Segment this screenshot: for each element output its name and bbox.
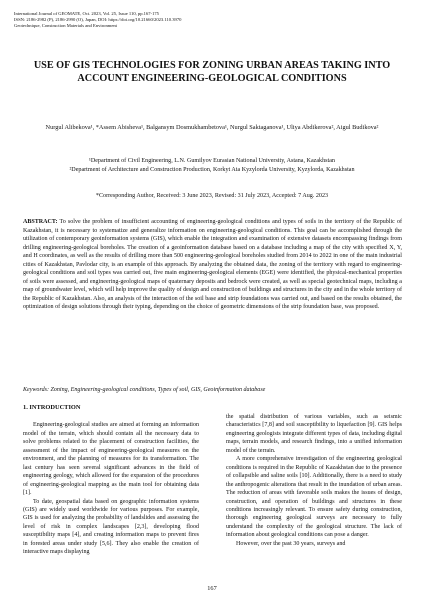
author-list: Nurgul Alibekova¹, *Assem Abisheva¹, Balgansym Dosmukhambetova¹, Nurgul Saktaganova¹, Uliya Abdikerova², Aigul Budikova²	[45, 124, 379, 131]
abstract-text: To solve the problem of insufficient accounting of engineering-geological conditions and types of soils in the territory of the Republic of Kazakhstan, it is necessary to systematize and generalize information on engineering-geological conditions. This goal can be accomplished through the utilization of contemporary geoinformation systems (GIS), which enable the integration and examination of extensive datasets encompassing findings from drilling engineering-geological boreholes. The creation of a geoinformation database based on a database including a map of the city with specified X, Y, and H coordinates, as well as the results of drilling more than 500 engineering-geological boreholes studied from 2014 to 2022 in one of the main industrial cities of Kazakhstan, Pavlodar city, is an example of this approach. By analyzing the obtained data, the zoning of the territory with regard to engineering-geological conditions and soil types was carried out, five main engineering-geological elements (EGE) were identified, the physical-mechanical properties of soils were assessed, and engineering-geological maps of quaternary deposits and bedrock were created, as well as special geotechnical maps, including a map of groundwater level, which will help improve the quality of design and construction of buildings and structures in the city and in the whole territory of the Republic of Kazakhstan. Also, an analysis of the interaction of the soil base and strip foundations was carried out, and based on the results obtained, the optimization of design solutions through their typing, depending on the choice of geometric dimensions of the strip foundation base, was proposed.	[23, 219, 402, 311]
journal-citation: International Journal of GEOMATE, Oct. 2023, Vol. 25, Issue 110, pp.167-175	[14, 11, 159, 16]
journal-section: Geotechnique, Construction Materials and Environment	[14, 22, 117, 28]
correspondence-dates: *Corresponding Author, Received: 3 June 2023, Revised: 31 July 2023, Accepted: 7 Aug. 2023	[95, 193, 329, 199]
body-paragraph: the spatial distribution of various variables, such as seismic characteristics [7,8] and soil susceptibility to liquefaction [9]. GIS helps engineering geologists integrate different types of data, including digital maps, terrain models, and research findings, into a unified information model of the terrain.	[226, 414, 402, 454]
page-number: 167	[207, 585, 217, 592]
section-heading-introduction: 1. INTRODUCTION	[23, 404, 81, 411]
journal-issn-doi: ISSN: 2186-2982 (P), 2186-2990 (O), Japan, DOI: https://doi.org/10.21660/2023.110.3970	[14, 16, 182, 22]
abstract-label: ABSTRACT:	[23, 219, 58, 225]
body-paragraph: To date, geospatial data based on geographic information systems (GIS) are widely used worldwide for various purposes. For example, GIS is used for analyzing the probability of landslides and assessing the level of risk in complex landscapes [2,3], developing flood susceptibility maps [4], and creating information maps to prevent fires in forested areas under study [5,6]. They also enable the creation of interactive maps displaying	[23, 498, 199, 556]
abstract	[23, 218, 402, 312]
left-column	[23, 404, 199, 557]
body-paragraph: Engineering-geological studies are aimed at forming an information model of the terrain, which should contain all the necessary data to solve problems related to the placement of construction facilities, the assessment of the impact of engineering-geological measures on the environment, and the planning of measures for its transformation. The last century has seen several significant advances in the field of engineering geology, which allowed for the expansion of the procedures of engineering-geological mapping as the main tool for obtaining data [1].	[23, 422, 199, 497]
body-paragraph: However, over the past 30 years, surveys and	[236, 540, 346, 547]
keywords	[23, 386, 402, 395]
right-column	[226, 413, 402, 548]
affiliation-1: ¹Department of Civil Engineering, L.N. Gumilyov Eurasian National University, Astana, Kazakhstan	[89, 158, 335, 164]
paper-title: USE OF GIS TECHNOLOGIES FOR ZONING URBAN AREAS TAKING INTO ACCOUNT ENGINEERING-GEOLOGICAL CONDITIONS	[33, 60, 391, 84]
affiliations	[40, 157, 384, 174]
body-paragraph: A more comprehensive investigation of the engineering geological conditions is required in the Republic of Kazakhstan due to the presence of collapsible and saline soils [10]. Additionally, there is a need to study the anthropogenic alterations that result in the inundation of urban areas. The reduction of areas with favorable soils makes the issues of design, construction, and operation of buildings and structures in these conditions increasingly relevant. To ensure safety during construction, thorough engineering geological surveys are necessary to fully understand the complexity of the geological structure. The lack of information about geological conditions can pose a danger.	[226, 456, 402, 539]
keywords-text: Keywords: Zoning, Engineering-geological conditions, Types of soil, GIS, Geoinformation database	[23, 387, 266, 393]
affiliation-2: ²Department of Architecture and Construction Production, Korkyt Ata Kyzylorda University, Kyzylorda, Kazakhstan	[69, 166, 355, 173]
journal-info	[14, 11, 314, 28]
